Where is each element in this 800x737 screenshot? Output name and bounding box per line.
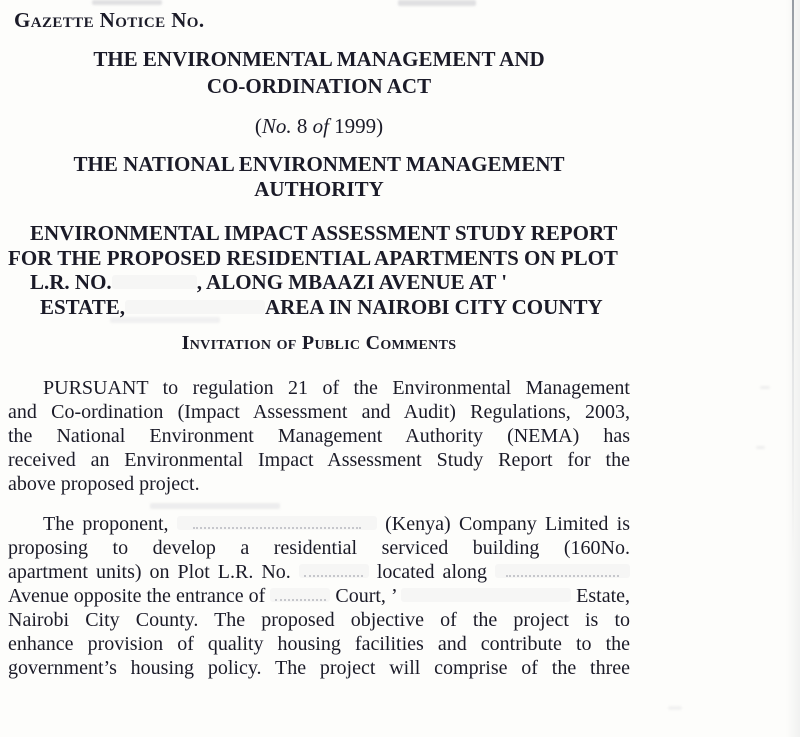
gazette-notice-label: Gazette Notice No.	[14, 8, 205, 32]
entrance-mid: Court, ’	[335, 585, 397, 607]
subject-line3-post: , ALONG MBAAZI AVENUE AT '	[196, 270, 508, 294]
act-number-year: 1999)	[328, 114, 384, 138]
entrance-pre: Avenue opposite the entrance of	[8, 585, 266, 607]
subject-line3-pre: L.R. NO.	[30, 270, 112, 294]
act-number-open: (	[254, 114, 262, 138]
paragraph-proponent	[8, 512, 630, 680]
redaction-gap	[299, 564, 369, 578]
text-line: the National Environment Management Authority (NEMA) has	[8, 425, 630, 447]
authority-line1: THE NATIONAL ENVIRONMENT MANAGEMENT	[73, 152, 565, 176]
act-title-line2: CO-ORDINATION ACT	[206, 74, 432, 98]
act-number	[8, 114, 630, 139]
text-line	[8, 560, 630, 584]
subject-line2: FOR THE PROPOSED RESIDENTIAL APARTMENTS ON PLOT	[8, 245, 618, 270]
scan-smudge	[92, 0, 162, 5]
subject-line3	[8, 270, 630, 295]
subject-line4	[8, 295, 630, 320]
redaction-gap	[112, 275, 197, 289]
act-title-line1: THE ENVIRONMENTAL MANAGEMENT AND	[93, 47, 545, 71]
scan-smudge	[668, 706, 682, 710]
act-title	[8, 46, 630, 100]
subject-heading	[8, 221, 630, 319]
invitation-heading: Invitation of Public Comments	[181, 332, 457, 354]
scan-smudge	[760, 386, 770, 389]
entrance-post: Estate,	[576, 585, 631, 607]
act-number-of: of	[312, 114, 329, 138]
plot-no-pre: apartment units) on Plot L.R. No.	[8, 561, 291, 583]
redaction-gap	[270, 588, 330, 602]
subject-line4-post: AREA IN NAIROBI CITY COUNTY	[265, 294, 603, 319]
plot-no-mid: located along	[376, 561, 487, 583]
text-line: above proposed project.	[8, 473, 200, 495]
text-line: PURSUANT to regulation 21 of the Environmental Management	[43, 377, 630, 399]
authority-line2: AUTHORITY	[254, 177, 384, 201]
scan-smudge	[756, 446, 765, 449]
whiteout-smudge	[150, 503, 280, 509]
scan-edge-line	[792, 0, 794, 560]
redaction-gap	[495, 564, 630, 578]
text-line	[8, 512, 630, 536]
redaction-gap	[177, 516, 377, 530]
authority-title	[8, 152, 630, 202]
text-line: received an Environmental Impact Assessment Study Report for the	[8, 449, 630, 471]
subject-line1: ENVIRONMENTAL IMPACT ASSESSMENT STUDY REPORT	[30, 221, 618, 245]
text-line: enhance provision of quality housing facilities and contribute to the	[8, 633, 630, 655]
redaction-gap	[125, 300, 265, 314]
text-line: proposing to develop a residential serviced building (160No.	[8, 537, 630, 559]
paragraph-pursuant	[8, 376, 630, 496]
act-number-no: No.	[261, 114, 292, 138]
scan-smudge	[398, 0, 476, 6]
text-line	[8, 584, 630, 608]
proponent-post: (Kenya) Company Limited is	[385, 513, 631, 535]
text-line: and Co-ordination (Impact Assessment and Audit) Regulations, 2003,	[8, 401, 630, 423]
subject-line4-pre: ESTATE,	[40, 294, 126, 319]
act-number-value: 8	[291, 114, 313, 138]
text-line: government’s housing policy. The project will comprise of the three	[8, 657, 630, 679]
text-line: Nairobi City County. The proposed objective of the project is to	[8, 609, 630, 631]
redaction-gap	[401, 588, 571, 602]
scan-edge-shadow	[786, 0, 800, 737]
proponent-pre: The proponent,	[43, 513, 169, 535]
